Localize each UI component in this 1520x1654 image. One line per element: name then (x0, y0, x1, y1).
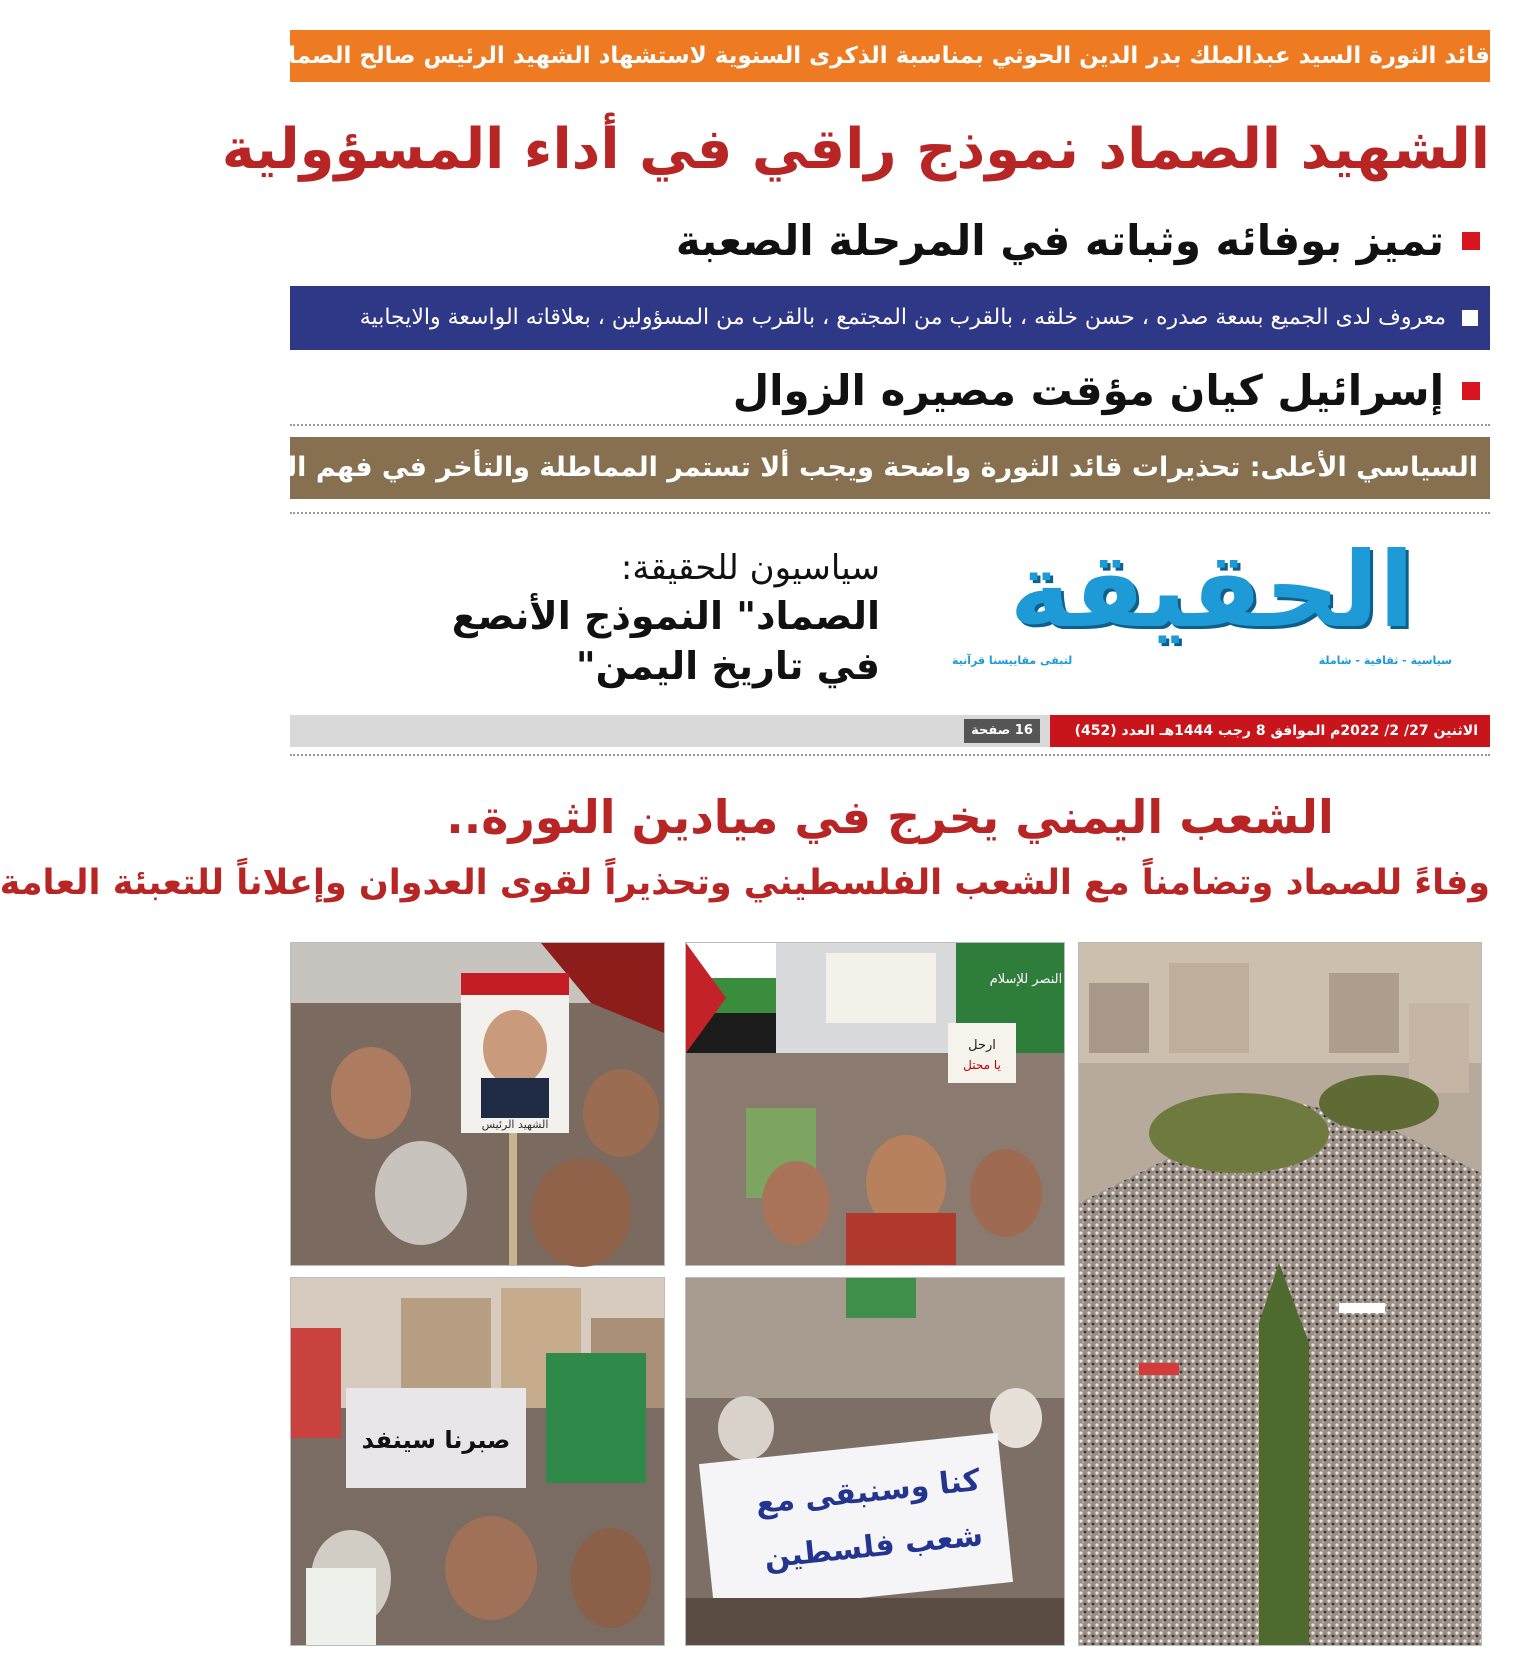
sign-text-2: يا محتل (963, 1058, 1001, 1072)
divider (290, 754, 1490, 756)
bullet-line-2-text: إسرائيل كيان مؤقت مصيره الزوال (732, 366, 1444, 415)
lead-subheadline: وفاءً للصماد وتضامناً مع الشعب الفلسطيني وتحذيراً لقوى العدوان وإعلاناً للتعبئة العامة (0, 863, 1490, 903)
photo-palestine-banner (685, 1277, 1065, 1646)
red-bullet-icon (1462, 382, 1480, 400)
lead-headline: الشعب اليمني يخرج في ميادين الثورة.. (446, 790, 1334, 844)
bullet-line-1-text: تميز بوفائه وثباته في المرحلة الصعبة (675, 216, 1444, 265)
blue-summary-bar (290, 286, 1490, 350)
bullet-line-1 (290, 210, 1490, 272)
banner-center-text-1: كنا وسنبقى مع (753, 1462, 982, 1522)
banner-left-text: صبرنا سينفد (361, 1426, 511, 1454)
masthead-name: الحقيقة (1009, 529, 1415, 651)
masthead-logo (932, 528, 1492, 674)
slogan-text: النصر للإسلام (989, 972, 1063, 987)
photo-protest-signs (685, 942, 1065, 1266)
side-story-line-2: في تاريخ اليمن" (575, 644, 880, 688)
side-story-kicker: سياسيون للحقيقة: (620, 548, 880, 588)
side-story-line-1: الصماد" النموذج الأنصع (451, 594, 880, 638)
issue-date: الاثنين 27/ 2/ 2022م الموافق 8 رجب 1444هـ العدد (452) (1050, 715, 1490, 747)
masthead-tagline-left: لتبقى مقاييسنا قرآنية (952, 654, 1073, 667)
portrait-caption: الشهيد الرئيس (481, 1118, 549, 1131)
top-banner: قائد الثورة السيد عبدالملك بدر الدين الحوثي بمناسبة الذكرى السنوية لاستشهاد الشهيد الرئيس صالح الصماد 1444هـ (290, 30, 1490, 82)
red-bullet-icon (1462, 232, 1480, 250)
photo-portrait-crowd (290, 942, 665, 1266)
banner-center-text-2: شعب فلسطين (762, 1517, 985, 1576)
photo-city-banner (290, 1277, 665, 1646)
issue-info-strip (290, 715, 1490, 747)
bullet-line-2 (290, 360, 1490, 422)
masthead-tagline-right: سياسية - ثقافية - شاملة (1318, 654, 1452, 667)
blue-summary-text: معروف لدى الجميع بسعة صدره ، حسن خلقه ، بالقرب من المجتمع ، بالقرب من المسؤولين ، بعلاقاته الواسعة والايجابية (359, 305, 1446, 330)
brown-news-bar: السياسي الأعلى: تحذيرات قائد الثورة واضحة ويجب ألا تستمر المماطلة والتأخر في فهم الرسائل (290, 437, 1490, 499)
sign-text-1: ارحل (968, 1038, 996, 1053)
photo-aerial-crowd (1078, 942, 1482, 1646)
main-headline: الشهيد الصماد نموذج راقي في أداء المسؤولية (221, 117, 1490, 182)
page-count: 16 صفحة (964, 719, 1040, 743)
divider (290, 424, 1490, 426)
divider (290, 512, 1490, 514)
white-bullet-icon (1462, 310, 1478, 326)
